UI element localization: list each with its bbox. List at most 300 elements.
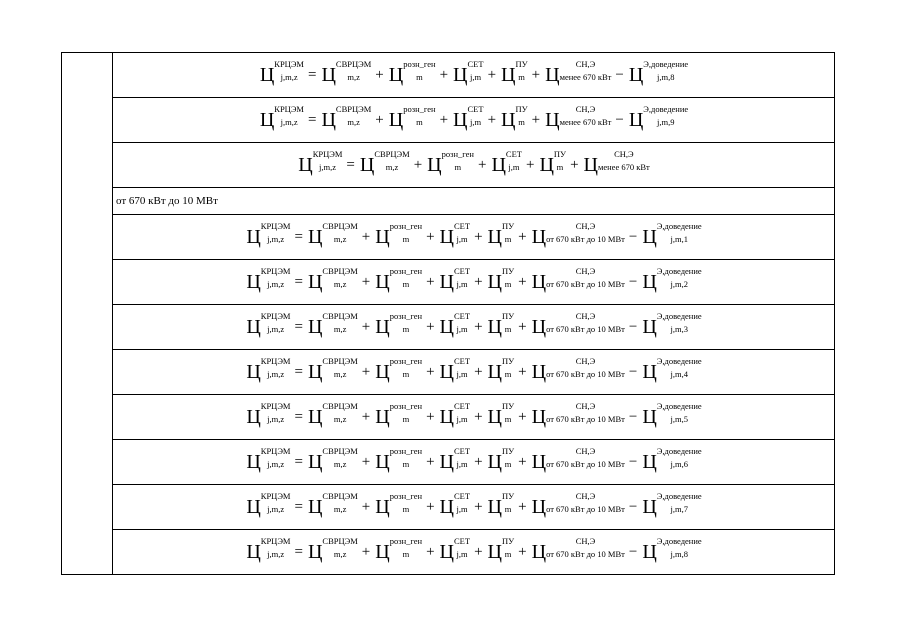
term-symbol: Ц [439,496,454,518]
plus-sign: + [375,66,384,83]
term-symbol: Ц [642,451,657,473]
term-symbol: Ц [531,451,547,473]
term-symbol: Ц [307,226,323,248]
plus-sign: + [474,228,483,245]
plus-sign: + [518,498,527,515]
lhs-sub: j,m,z [267,323,285,334]
term-sub: m,z [347,71,360,82]
formula-cell [113,53,835,98]
equals-sign: = [294,363,303,380]
term-sup: розн_ген [389,355,423,366]
term-sup: Э,доведение [656,400,702,411]
term-symbol: Ц [531,316,547,338]
term-sub: j,m,9 [656,116,675,127]
formula-cell [113,143,835,188]
plus-sign: + [474,453,483,470]
term-symbol: Ц [491,154,506,176]
section-label: от 670 кВт до 10 МВт [113,188,835,215]
term-sup: розн_ген [389,310,423,321]
term-symbol: Ц [375,451,390,473]
table-row [62,215,835,260]
term-sub: m [504,458,512,469]
formula [244,355,702,383]
term-symbol: Ц [453,64,468,86]
plus-sign: + [361,543,371,560]
term-sub: от 670 кВт до 10 МВт [546,278,625,289]
term-sub: m [416,116,423,127]
lhs-symbol: Ц [246,541,261,563]
term-symbol: Ц [487,316,502,338]
plus-sign: + [413,156,423,173]
term-symbol: Ц [487,361,502,383]
plus-sign: + [525,156,535,173]
term-sup: СЕТ [454,445,471,456]
term-sup: розн_ген [389,535,423,546]
term-sub: j,m [456,278,468,289]
term-sub: от 670 кВт до 10 МВт [546,368,625,379]
formula [244,265,702,293]
plus-sign: + [361,408,371,425]
plus-sign: + [361,498,371,515]
plus-sign: + [361,273,371,290]
term-sup: СН,Э [575,310,596,321]
plus-sign: + [474,273,483,290]
term-sub: m [402,233,410,244]
minus-sign: − [628,453,638,470]
plus-sign: + [518,228,527,245]
formula [258,58,689,86]
term-sub: m [504,323,512,334]
term-symbol: Ц [487,496,502,518]
term-sup: СЕТ [454,220,471,231]
plus-sign: + [361,453,371,470]
term-sup: СЕТ [454,400,471,411]
lhs-symbol: Ц [298,154,313,176]
term-symbol: Ц [583,154,598,176]
term-symbol: Ц [531,226,547,248]
minus-sign: − [628,363,638,380]
term-sub: менее 670 кВт [559,116,612,127]
term-symbol: Ц [307,451,323,473]
plus-sign: + [531,66,541,83]
term-symbol: Ц [359,154,375,176]
term-sub: m [504,278,512,289]
lhs-symbol: Ц [259,109,275,131]
table-row [62,485,835,530]
term-sub: j,m,5 [670,413,688,424]
term-symbol: Ц [307,406,323,428]
plus-sign: + [426,498,435,515]
lhs-symbol: Ц [246,451,261,473]
formula [244,310,702,338]
lhs-sub: j,m,z [267,548,285,559]
formula-cell [113,440,835,485]
term-symbol: Ц [642,496,657,518]
term-sub: m [402,548,410,559]
term-symbol: Ц [375,496,390,518]
term-sub: m [504,413,512,424]
plus-sign: + [361,318,371,335]
term-sup: СВРЦЭМ [374,148,410,159]
term-sup: СН,Э [575,220,596,231]
term-sup: СЕТ [454,310,471,321]
plus-sign: + [518,408,527,425]
term-symbol: Ц [307,316,323,338]
term-symbol: Ц [375,271,390,293]
table-row [62,143,835,188]
term-sup: СВРЦЭМ [335,58,372,69]
plus-sign: + [361,228,371,245]
term-sup: СН,Э [575,400,596,411]
plus-sign: + [439,66,449,83]
equals-sign: = [294,228,303,245]
term-sub: j,m,3 [670,323,688,334]
term-sup: ПУ [501,535,515,546]
plus-sign: + [570,156,579,173]
term-sup: СВРЦЭМ [322,355,358,366]
term-sup: СВРЦЭМ [322,400,358,411]
term-sub: j,m [456,323,468,334]
term-symbol: Ц [375,406,390,428]
term-sup: розн_ген [389,445,423,456]
equals-sign: = [294,408,303,425]
formula-cell [113,530,835,575]
lhs-symbol: Ц [246,406,261,428]
plus-sign: + [426,543,435,560]
term-symbol: Ц [487,541,502,563]
equals-sign: = [294,498,303,515]
term-sup: СЕТ [505,148,522,159]
term-symbol: Ц [539,154,554,176]
term-sub: m [504,233,512,244]
term-sup: ПУ [515,58,528,69]
term-symbol: Ц [531,271,547,293]
table-row [62,98,835,143]
term-sub: m,z [333,458,347,469]
lhs-sup: КРЦЭМ [260,310,291,321]
equals-sign: = [294,543,303,560]
term-symbol: Ц [375,361,390,383]
formula-cell [113,485,835,530]
term-sub: j,m [469,71,482,82]
term-sub: j,m [456,458,468,469]
term-symbol: Ц [545,64,560,86]
term-symbol: Ц [321,109,336,131]
plus-sign: + [518,363,527,380]
formula-cell [113,215,835,260]
lhs-sub: j,m,z [319,161,337,172]
term-symbol: Ц [307,361,323,383]
term-sup: Э,доведение [656,265,702,276]
term-sup: СВРЦЭМ [322,490,358,501]
lhs-sub: j,m,z [280,116,298,127]
term-sup: СЕТ [454,265,471,276]
term-sub: m [504,368,512,379]
term-sup: ПУ [501,400,515,411]
plus-sign: + [531,111,541,128]
term-symbol: Ц [439,406,454,428]
formula-cell [113,260,835,305]
formula [244,220,702,248]
lhs-sub: j,m,z [267,503,285,514]
formula [258,103,689,131]
formula-cell [113,350,835,395]
term-symbol: Ц [439,316,454,338]
plus-sign: + [518,453,527,470]
term-symbol: Ц [531,541,547,563]
term-symbol: Ц [388,64,404,86]
formula-table [61,52,835,575]
plus-sign: + [487,66,497,83]
formula [244,445,702,473]
lhs-sup: КРЦЭМ [260,265,291,276]
lhs-sub: j,m,z [267,278,285,289]
term-symbol: Ц [628,64,644,86]
term-sub: от 670 кВт до 10 МВт [546,548,625,559]
plus-sign: + [474,408,483,425]
term-sup: Э,доведение [643,58,689,69]
lhs-sub: j,m,z [280,71,298,82]
term-sup: СВРЦЭМ [335,103,372,114]
plus-sign: + [426,408,435,425]
plus-sign: + [474,318,483,335]
term-sub: j,m [508,161,520,172]
term-sub: m,z [333,548,347,559]
plus-sign: + [474,498,483,515]
term-sup: ПУ [501,490,515,501]
equals-sign: = [294,273,303,290]
term-symbol: Ц [453,109,468,131]
lhs-sup: КРЦЭМ [260,355,291,366]
lhs-symbol: Ц [246,316,261,338]
lhs-sup: КРЦЭМ [260,445,291,456]
minus-sign: − [628,228,638,245]
left-column-cell [62,53,113,575]
term-sub: m [518,116,525,127]
term-sub: от 670 кВт до 10 МВт [546,458,625,469]
term-sup: Э,доведение [656,535,702,546]
term-sup: СН,Э [575,445,596,456]
term-sub: m,z [347,116,360,127]
lhs-sub: j,m,z [267,413,285,424]
term-symbol: Ц [307,541,323,563]
term-sup: ПУ [501,220,515,231]
lhs-sup: КРЦЭМ [260,490,291,501]
minus-sign: − [615,111,624,128]
term-sup: СН,Э [575,355,596,366]
equals-sign: = [346,156,355,173]
term-sub: m [518,71,525,82]
term-sub: m [402,368,410,379]
term-sub: j,m,4 [670,368,688,379]
term-sup: СВРЦЭМ [322,265,358,276]
term-symbol: Ц [375,541,390,563]
plus-sign: + [426,363,435,380]
equals-sign: = [294,318,303,335]
formula [244,535,702,563]
term-sup: розн_ген [403,103,436,114]
term-sub: от 670 кВт до 10 МВт [546,233,625,244]
term-sup: Э,доведение [656,220,702,231]
term-sub: m [454,161,462,172]
term-symbol: Ц [531,496,547,518]
term-sup: розн_ген [389,220,423,231]
term-sup: ПУ [553,148,567,159]
term-sub: от 670 кВт до 10 МВт [546,413,625,424]
term-sup: СН,Э [575,490,596,501]
term-sup: СЕТ [454,490,471,501]
term-sup: СВРЦЭМ [322,445,358,456]
plus-sign: + [426,273,435,290]
table-row [62,530,835,575]
term-sup: СН,Э [575,58,596,69]
term-sup: ПУ [501,310,515,321]
term-sup: ПУ [515,103,528,114]
term-symbol: Ц [487,226,502,248]
term-sub: m [504,503,512,514]
term-symbol: Ц [642,406,657,428]
formula [244,490,702,518]
plus-sign: + [474,363,483,380]
term-sub: m,z [333,233,347,244]
formula [244,400,702,428]
term-sup: Э,доведение [656,310,702,321]
term-sub: m [402,278,410,289]
minus-sign: − [628,408,638,425]
term-symbol: Ц [439,451,454,473]
term-sub: m [416,71,423,82]
term-sub: m,z [385,161,399,172]
lhs-symbol: Ц [246,271,261,293]
lhs-sub: j,m,z [267,368,285,379]
term-sub: m,z [333,503,347,514]
term-sub: j,m,8 [670,548,688,559]
lhs-symbol: Ц [259,64,275,86]
minus-sign: − [628,318,638,335]
term-sup: СН,Э [614,148,634,159]
plus-sign: + [439,111,449,128]
term-sup: СН,Э [575,265,596,276]
lhs-symbol: Ц [246,226,261,248]
term-sup: ПУ [501,355,515,366]
term-symbol: Ц [439,271,454,293]
lhs-sub: j,m,z [267,233,285,244]
term-symbol: Ц [642,316,657,338]
lhs-sup: КРЦЭМ [260,400,291,411]
plus-sign: + [426,318,435,335]
table-row [62,53,835,98]
term-sub: менее 670 кВт [597,161,650,172]
term-sub: от 670 кВт до 10 МВт [546,503,625,514]
plus-sign: + [426,453,435,470]
term-sup: ПУ [501,445,515,456]
plus-sign: + [518,318,527,335]
term-sup: Э,доведение [656,490,702,501]
lhs-symbol: Ц [246,361,261,383]
plus-sign: + [375,111,384,128]
term-sup: розн_ген [403,58,436,69]
term-symbol: Ц [321,64,336,86]
term-sup: СЕТ [454,355,471,366]
term-sup: СН,Э [575,103,596,114]
plus-sign: + [474,543,483,560]
term-symbol: Ц [427,154,442,176]
term-sub: j,m [456,548,468,559]
term-sub: j,m,8 [656,71,675,82]
plus-sign: + [518,273,527,290]
term-sub: m [504,548,512,559]
term-sub: j,m [456,503,468,514]
term-sub: m,z [333,368,347,379]
term-sub: j,m [456,368,468,379]
term-sub: m [556,161,564,172]
formula [296,148,651,176]
plus-sign: + [477,156,487,173]
term-sup: СВРЦЭМ [322,220,358,231]
term-sup: ПУ [501,265,515,276]
term-sup: розн_ген [389,265,423,276]
lhs-sup: КРЦЭМ [274,103,304,114]
term-sup: СВРЦЭМ [322,310,358,321]
term-symbol: Ц [388,109,404,131]
term-symbol: Ц [487,451,502,473]
lhs-sup: КРЦЭМ [312,148,343,159]
formula-cell [113,395,835,440]
term-sub: m [402,503,410,514]
term-sup: СН,Э [575,535,596,546]
formula-cell [113,98,835,143]
term-symbol: Ц [375,316,390,338]
plus-sign: + [361,363,371,380]
term-sub: m [402,413,410,424]
table-row [62,350,835,395]
plus-sign: + [518,543,527,560]
term-sub: m [402,458,410,469]
term-sub: m,z [333,323,347,334]
lhs-sub: j,m,z [267,458,285,469]
term-symbol: Ц [375,226,390,248]
term-sub: менее 670 кВт [559,71,612,82]
term-symbol: Ц [487,271,502,293]
equals-sign: = [308,111,317,128]
term-symbol: Ц [501,109,516,131]
term-sub: j,m,2 [670,278,688,289]
equals-sign: = [294,453,303,470]
term-sup: СЕТ [454,535,471,546]
term-sub: j,m [469,116,482,127]
lhs-sup: КРЦЭМ [274,58,304,69]
term-sup: розн_ген [389,490,423,501]
formula-cell [113,305,835,350]
table-row [62,260,835,305]
term-sub: j,m,1 [670,233,688,244]
table-row [62,305,835,350]
term-symbol: Ц [628,109,644,131]
term-sub: j,m [456,233,468,244]
minus-sign: − [628,498,638,515]
term-symbol: Ц [307,496,323,518]
term-sup: СЕТ [467,58,484,69]
term-symbol: Ц [642,226,657,248]
term-sub: j,m [456,413,468,424]
term-sub: от 670 кВт до 10 МВт [546,323,625,334]
term-symbol: Ц [642,361,657,383]
term-sup: Э,доведение [643,103,689,114]
term-sup: розн_ген [389,400,423,411]
term-sup: Э,доведение [656,445,702,456]
term-sub: m,z [333,278,347,289]
term-symbol: Ц [501,64,516,86]
